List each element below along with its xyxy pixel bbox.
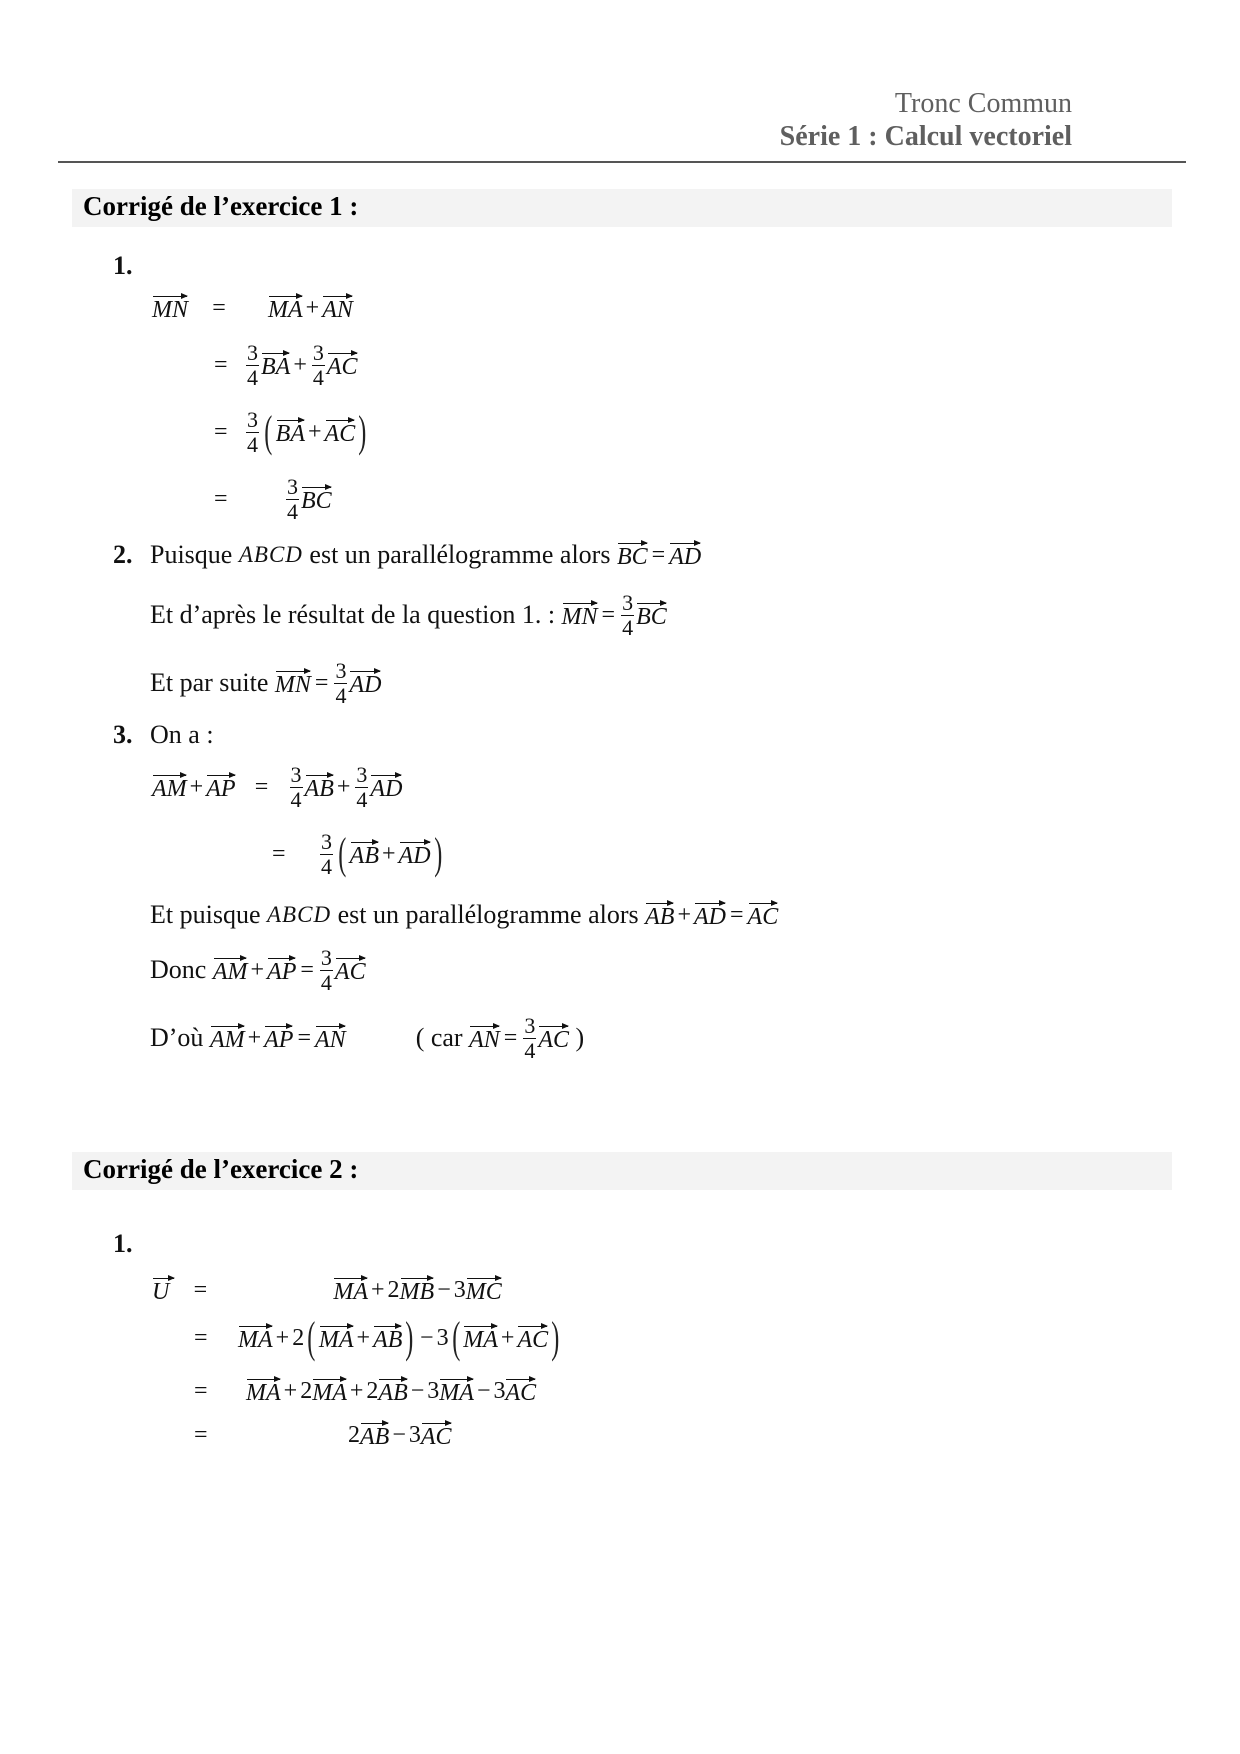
- fraction: $\frac{3}{4}$: [247, 406, 258, 457]
- statement-text: On a :: [150, 720, 214, 749]
- question-number: 1.: [113, 251, 133, 280]
- question-number: 1.: [113, 1229, 133, 1258]
- vector-MA: MA: [268, 293, 303, 324]
- equation-line: = MA + 2 MA + 2 AB − 3 MA − 3 AC: [194, 1377, 537, 1406]
- section-title-exercise-2: Corrigé de l’exercice 2 :: [83, 1154, 359, 1184]
- fraction: $\frac{3}{4}$: [247, 339, 258, 390]
- question-number: 3.: [113, 720, 133, 749]
- statement-line: Donc AM + AP = $\frac{3}{4}$ AC: [150, 944, 366, 995]
- equation-line: = MA + 2 ( MA + AB ) − 3 ( MA + AC ): [194, 1313, 560, 1362]
- statement-line: Et d’après le résultat de la question 1. : MN = $\frac{3}{4}$ BC: [150, 589, 667, 640]
- equation-line: = $\frac{3}{4}$ ( AB + AD ): [272, 828, 442, 879]
- fraction: $\frac{3}{4}$: [287, 473, 298, 524]
- question-number: 2.: [113, 540, 133, 569]
- statement-line: Et puisque ABCD est un parallélogramme alors AB + AD = AC: [150, 900, 779, 930]
- equation-line: = $\frac{3}{4}$ BC: [214, 473, 332, 524]
- statement-line: Et par suite MN = $\frac{3}{4}$ AD: [150, 657, 382, 708]
- header-course: Tronc Commun: [894, 88, 1072, 119]
- equation-line: MN = MA + AN: [152, 294, 353, 323]
- header-divider: [58, 161, 1186, 163]
- statement-line: Puisque ABCD est un parallélogramme alors BC = AD: [150, 540, 702, 570]
- section-title-exercise-1: Corrigé de l’exercice 1 :: [83, 191, 359, 221]
- statement-line: D’où AM + AP = AN ( car AN = $\frac{3}{4}$ AC ): [150, 1012, 585, 1063]
- header-series-title: Série 1 : Calcul vectoriel: [779, 121, 1072, 152]
- vector-AN: AN: [322, 293, 353, 324]
- equation-line: = $\frac{3}{4}$ BA + $\frac{3}{4}$ AC: [214, 339, 358, 390]
- equation-line: U = MA + 2 MB − 3 MC: [152, 1276, 502, 1305]
- equation-line: AM + AP = $\frac{3}{4}$ AB + $\frac{3}{4}$ AD: [152, 761, 403, 812]
- equation-line: = $\frac{3}{4}$ ( BA + AC ): [214, 406, 367, 457]
- fraction: $\frac{3}{4}$: [312, 339, 324, 390]
- vector-MN: MN: [152, 293, 188, 324]
- vector-U: U: [152, 1275, 175, 1306]
- equation-line: = 2 AB − 3 AC: [194, 1421, 452, 1450]
